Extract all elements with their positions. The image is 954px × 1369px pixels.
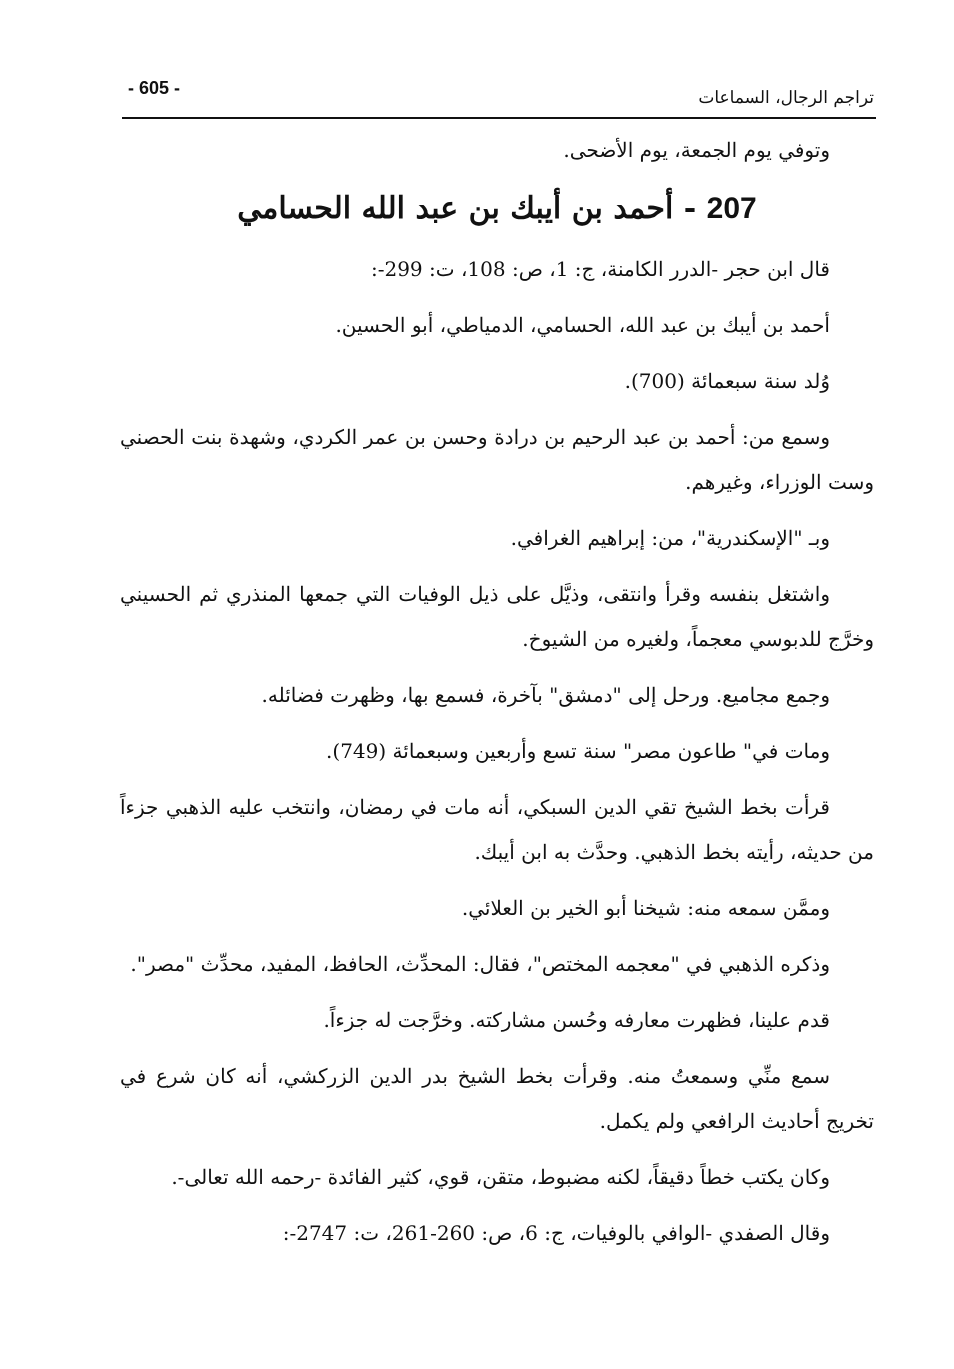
paragraph: وسمع من: أحمد بن عبد الرحيم بن درادة وحسن بن عمر الكردي، وشهدة بنت الحصني وست الوزراء، وغيرهم. xyxy=(120,425,874,494)
entry-number: 207 xyxy=(706,192,757,225)
paragraph: وممَّن سمعه منه: شيخنا أبو الخير بن العلائي. xyxy=(461,896,830,920)
page-number: - 605 - xyxy=(128,78,181,98)
page-body xyxy=(120,128,874,1267)
entry-separator: - xyxy=(673,191,707,226)
running-header-title: تراجم الرجال، السماعات xyxy=(698,88,874,108)
paragraph: واشتغل بنفسه وقرأ وانتقى، وذيَّل على ذيل الوفيات التي جمعها المنذري ثم الحسيني وخرَّج للدبوسي معجماً، ولغيره من الشيوخ. xyxy=(120,582,874,651)
paragraph: وُلد سنة سبعمائة (700). xyxy=(624,369,830,393)
paragraph: ومات في" طاعون مصر" سنة تسع وأربعين وسبعمائة (749). xyxy=(326,739,830,763)
paragraph: وكان يكتب خطاً دقيقاً، لكنه مضبوط، متقن، قوي، كثير الفائدة -رحمه الله تعالى-. xyxy=(171,1165,830,1189)
header-divider xyxy=(122,117,876,119)
paragraph: وبـ "الإسكندرية"، من: إبراهيم الغرافي. xyxy=(510,526,830,550)
paragraph: وتوفي يوم الجمعة، يوم الأضحى. xyxy=(563,138,830,162)
paragraph: وجمع مجاميع. ورحل إلى "دمشق" بآخرة، فسمع بها، وظهرت فضائله. xyxy=(261,683,830,707)
paragraph: سمع منِّي وسمعتُ منه. وقرأت بخط الشيخ بدر الدين الزركشي، أنه كان شرع في تخريج أحاديث الرافعي ولم يكمل. xyxy=(120,1064,874,1133)
paragraph: قرأت بخط الشيخ تقي الدين السبكي، أنه مات في رمضان، وانتخب عليه الذهبي جزءاً من حديثه، رأيته بخط الذهبي. وحدَّث به ابن أيبك. xyxy=(120,795,874,864)
entry-name: أحمد بن أيبك بن عبد الله الحسامي xyxy=(237,191,674,226)
paragraph: قال ابن حجر -الدرر الكامنة، ج: 1، ص: 108، ت: 299-: xyxy=(370,257,830,281)
entry-heading xyxy=(120,187,874,231)
paragraph: وذكره الذهبي في "معجمه المختص"، فقال: المحدِّث، الحافظ، المفيد، محدِّث "مصر". xyxy=(130,952,830,976)
paragraph: وقال الصفدي -الوافي بالوفيات، ج: 6، ص: 260-261، ت: 2747-: xyxy=(282,1221,830,1245)
paragraph: قدم علينا، فظهرت معارفه وحُسن مشاركته. وخرَّجت له جزءاً. xyxy=(323,1008,830,1032)
paragraph: أحمد بن أيبك بن عبد الله، الحسامي، الدمياطي، أبو الحسين. xyxy=(335,313,830,337)
